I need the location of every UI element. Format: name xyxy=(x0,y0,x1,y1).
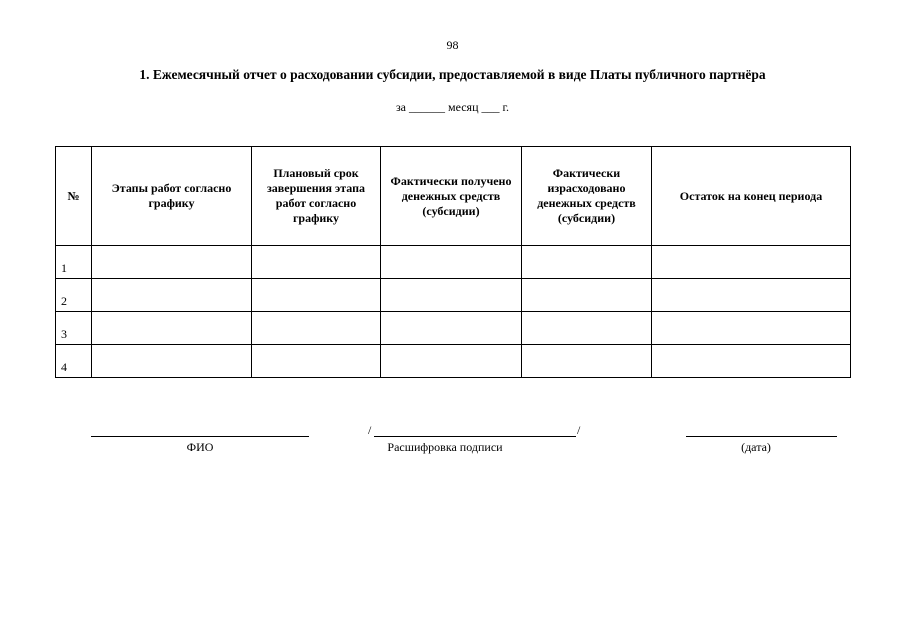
header-number: № xyxy=(56,147,92,246)
row-number: 4 xyxy=(56,345,92,378)
table-row xyxy=(56,312,851,345)
funds-spent-cell xyxy=(522,279,652,312)
header-period-balance: Остаток на конец периода xyxy=(652,147,851,246)
table-header-row xyxy=(56,147,851,246)
period-balance-cell xyxy=(652,345,851,378)
decoding-signature-line xyxy=(374,436,576,437)
table-row xyxy=(56,345,851,378)
period-balance-cell xyxy=(652,246,851,279)
period-balance-cell xyxy=(652,312,851,345)
funds-received-cell xyxy=(381,312,522,345)
fio-signature-line xyxy=(91,436,309,437)
planned-deadline-cell xyxy=(252,279,381,312)
planned-deadline-cell xyxy=(252,246,381,279)
funds-spent-cell xyxy=(522,345,652,378)
header-planned-deadline: Плановый срок завершения этапа работ согласно графику xyxy=(252,147,381,246)
decoding-label: Расшифровка подписи xyxy=(387,440,503,454)
document-title: 1. Ежемесячный отчет о расходовании субсидии, предоставляемой в виде Платы публичного партнёра xyxy=(139,67,766,82)
header-funds-spent: Фактически израсходовано денежных средств (субсидии) xyxy=(522,147,652,246)
row-number: 3 xyxy=(56,312,92,345)
funds-spent-cell xyxy=(522,246,652,279)
work-stage-cell xyxy=(92,279,252,312)
header-work-stages: Этапы работ согласно графику xyxy=(92,147,252,246)
report-period: за ______ месяц ___ г. xyxy=(395,100,510,114)
row-number: 1 xyxy=(56,246,92,279)
date-signature-line xyxy=(686,436,837,437)
work-stage-cell xyxy=(92,312,252,345)
table-row xyxy=(56,246,851,279)
page-number: 98 xyxy=(446,38,459,52)
work-stage-cell xyxy=(92,246,252,279)
report-table xyxy=(55,146,851,378)
funds-received-cell xyxy=(381,246,522,279)
planned-deadline-cell xyxy=(252,312,381,345)
funds-received-cell xyxy=(381,345,522,378)
slash-right: / xyxy=(577,423,581,437)
period-balance-cell xyxy=(652,279,851,312)
fio-label: ФИО xyxy=(186,440,214,454)
funds-received-cell xyxy=(381,279,522,312)
funds-spent-cell xyxy=(522,312,652,345)
date-label: (дата) xyxy=(741,440,771,454)
header-funds-received: Фактически получено денежных средств (субсидии) xyxy=(381,147,522,246)
planned-deadline-cell xyxy=(252,345,381,378)
row-number: 2 xyxy=(56,279,92,312)
slash-left: / xyxy=(368,423,372,437)
work-stage-cell xyxy=(92,345,252,378)
table-row xyxy=(56,279,851,312)
